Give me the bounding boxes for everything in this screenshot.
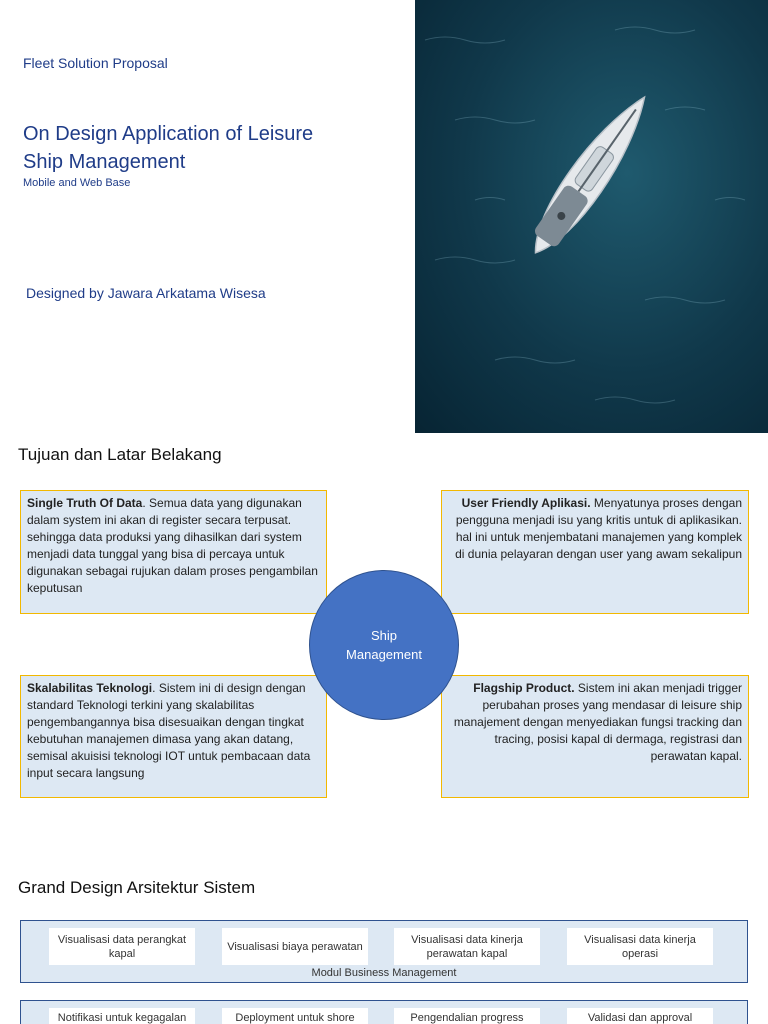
feature-box: Visualisasi data kinerja perawatan kapal xyxy=(394,928,540,965)
document-subtitle: Mobile and Web Base xyxy=(23,177,131,189)
card-body: Sistem ini akan menjadi trigger perubahan proses yang mendasar di leisure ship manajement dengan menyediakan fungsi tracking dan tracing, posisi kapal di dermaga, registrasi dan perawatan kapal. xyxy=(453,681,742,763)
sailboat-aerial-photo xyxy=(415,0,768,433)
feature-box: Notifikasi untuk kegagalan xyxy=(49,1008,195,1024)
feature-box: Validasi dan approval xyxy=(567,1008,713,1024)
feature-box: Deployment untuk shore xyxy=(222,1008,368,1024)
feature-box: Visualisasi data perangkat kapal xyxy=(49,928,195,965)
card-body: Menyatunya proses dengan pengguna menjadi isu yang kritis untuk di aplikasikan. hal ini untuk menjembatani manajemen yang komplek di dunia pelayaran dengan user yang awam sekalipun xyxy=(455,496,742,561)
ship-management-circle xyxy=(309,570,459,720)
document-title: On Design Application of Leisure Ship Management xyxy=(23,123,314,173)
feature-box: Visualisasi data kinerja operasi xyxy=(567,928,713,965)
card-title: Flagship Product. xyxy=(473,681,575,695)
proposal-label: Fleet Solution Proposal xyxy=(23,55,168,71)
module-label: Modul Business Management xyxy=(311,967,457,979)
feature-box: Visualisasi biaya perawatan xyxy=(222,928,368,965)
section-heading-tujuan: Tujuan dan Latar Belakang xyxy=(18,445,222,464)
card-single-truth-of-data xyxy=(20,490,327,614)
designer-credit: Designed by Jawara Arkatama Wisesa xyxy=(26,285,266,301)
card-title: Single Truth Of Data xyxy=(27,496,143,510)
section-heading-grand-design: Grand Design Arsitektur Sistem xyxy=(18,878,256,897)
card-user-friendly-aplikasi xyxy=(441,490,749,614)
card-skalabilitas-teknologi xyxy=(20,675,327,798)
card-title: User Friendly Aplikasi. xyxy=(461,496,591,510)
card-flagship-product xyxy=(441,675,749,798)
sailboat-icon xyxy=(520,86,660,263)
feature-box: Pengendalian progress xyxy=(394,1008,540,1024)
module-business-management xyxy=(20,920,748,983)
card-title: Skalabilitas Teknologi xyxy=(27,681,153,695)
circle-label-line1: Ship xyxy=(370,628,398,643)
module-operations xyxy=(20,1000,748,1024)
circle-label-line2: Management xyxy=(346,647,422,662)
card-body: . Sistem ini di design dengan standard Teknologi terkini yang skalabilitas pengembangannya bisa disesuaikan dengan tingkat kebutuhan manajemen dimasa yang akan datang, semisal akuisisi teknologi IOT untuk pembacaan data input secara langsung xyxy=(27,681,311,780)
card-body: . Semua data yang digunakan dalam system ini akan di register secara terpusat. sehingga data produksi yang dihasilkan dari system menjadi data tunggal yang bisa di percaya untuk digunakan sebagai rujukan dalam proses pengambilan keputusan xyxy=(27,496,318,595)
